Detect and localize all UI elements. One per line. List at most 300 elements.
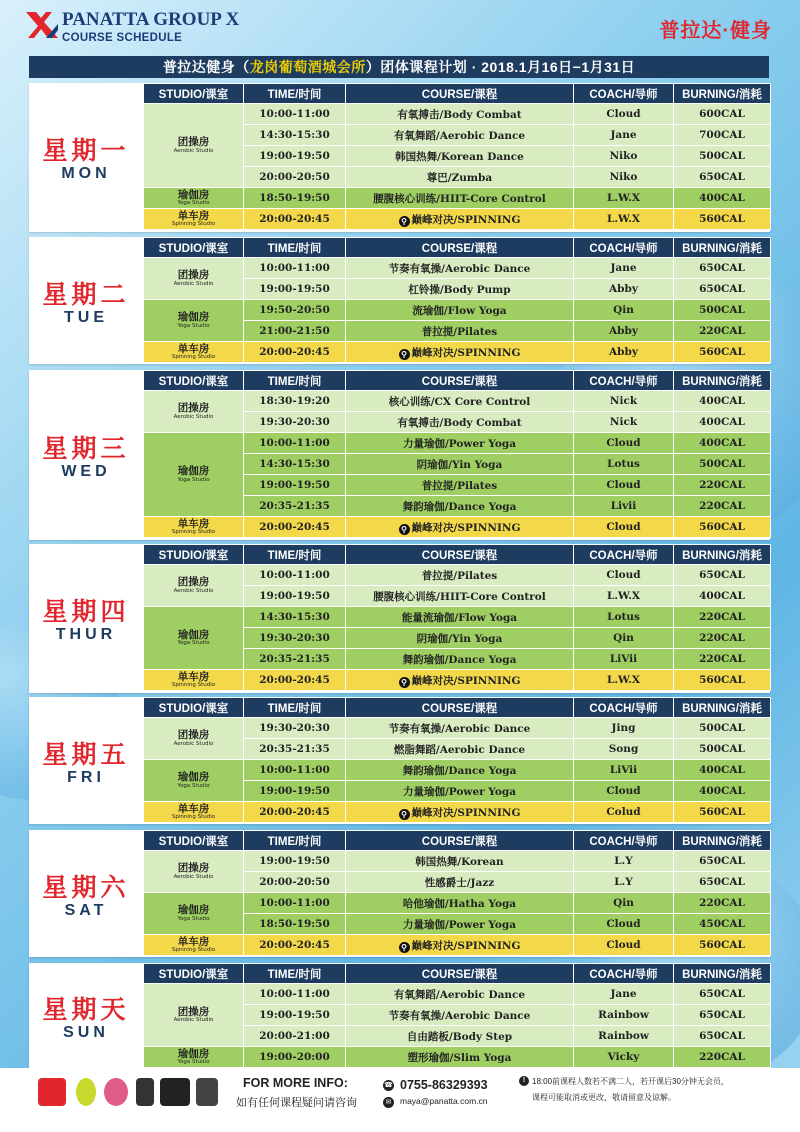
coach-cell: LiVii — [574, 760, 674, 781]
studio-name-en: Yoga Studio — [177, 915, 210, 922]
time-cell: 20:00-20:45 — [244, 802, 346, 823]
studio-name-en: Yoga Studio — [177, 640, 210, 646]
coach-cell: Abby — [574, 321, 674, 342]
course-cell: 有氧搏击/Body Combat — [346, 104, 574, 125]
course-cell: 普拉提/Pilates — [346, 565, 574, 586]
studio-name-cn: 单车房 — [177, 342, 210, 355]
course-cell: 舞韵瑜伽/Dance Yoga — [346, 760, 574, 781]
studio-cell — [144, 607, 244, 670]
time-cell: 19:30-20:30 — [244, 718, 346, 739]
burning-cell: 400CAL — [674, 412, 771, 433]
day-block — [29, 83, 770, 232]
table-row — [144, 104, 771, 125]
burning-cell: 220CAL — [674, 628, 771, 649]
course-cell: 性感爵士/Jazz — [346, 872, 574, 893]
coach-cell: Cloud — [574, 781, 674, 802]
column-header: BURNING/消耗 — [674, 964, 771, 984]
time-cell: 20:00-20:50 — [244, 872, 346, 893]
time-cell: 18:50-19:50 — [244, 188, 346, 209]
studio-name-cn: 瑜伽房 — [177, 904, 210, 916]
time-cell: 10:00-11:00 — [244, 893, 346, 914]
studio-cell — [144, 935, 244, 956]
course-cell — [346, 209, 574, 230]
burning-cell: 500CAL — [674, 739, 771, 760]
table-row — [144, 718, 771, 739]
coach-cell: L.W.X — [574, 586, 674, 607]
day-block — [29, 697, 770, 824]
time-cell: 19:00-19:50 — [244, 1005, 346, 1026]
studio-name-cn: 瑜伽房 — [177, 188, 210, 201]
partner-logo-lesmills — [160, 1078, 190, 1106]
studio-name-en: Aerobic Studio — [173, 740, 214, 747]
studio-name-en: Spinning Studio — [171, 221, 216, 227]
day-name-cn: 星期六 — [42, 872, 130, 902]
column-header: TIME/时间 — [244, 84, 346, 104]
course-name: 巅峰对决/SPINNING — [411, 521, 521, 534]
table-row — [144, 565, 771, 586]
column-header: TIME/时间 — [244, 831, 346, 851]
coach-cell: L.W.X — [574, 209, 674, 230]
coach-cell: Cloud — [574, 517, 674, 538]
column-header: STUDIO/课室 — [144, 84, 244, 104]
course-cell: 流瑜伽/Flow Yoga — [346, 300, 574, 321]
time-cell: 19:00-19:50 — [244, 781, 346, 802]
coach-cell: Abby — [574, 279, 674, 300]
course-cell: 能量流瑜伽/Flow Yoga — [346, 607, 574, 628]
time-cell: 10:00-11:00 — [244, 258, 346, 279]
time-cell: 19:30-20:30 — [244, 628, 346, 649]
burning-cell: 400CAL — [674, 433, 771, 454]
coach-cell: Qin — [574, 893, 674, 914]
burning-cell: 500CAL — [674, 718, 771, 739]
course-cell: 节奏有氧操/Aerobic Dance — [346, 718, 574, 739]
contact-email[interactable]: maya@panatta.com.cn — [400, 1096, 488, 1106]
column-header: BURNING/消耗 — [674, 238, 771, 258]
course-cell: 普拉提/Pilates — [346, 321, 574, 342]
partner-logo-fox — [38, 1078, 66, 1106]
table-row — [144, 258, 771, 279]
course-name: 巅峰对决/SPINNING — [411, 806, 521, 819]
column-header: BURNING/消耗 — [674, 371, 771, 391]
table-header-row — [144, 545, 771, 565]
burning-cell: 560CAL — [674, 517, 771, 538]
coach-cell: Lotus — [574, 454, 674, 475]
coach-cell: Cloud — [574, 565, 674, 586]
table-row — [144, 935, 771, 956]
day-name-en: FRI — [67, 768, 105, 786]
column-header: COACH/导师 — [574, 698, 674, 718]
burning-cell: 560CAL — [674, 670, 771, 691]
studio-name-cn: 瑜伽房 — [177, 1047, 210, 1060]
day-label — [29, 544, 143, 693]
coach-cell: Colud — [574, 802, 674, 823]
contact-phone[interactable]: 0755-86329393 — [400, 1078, 488, 1092]
course-cell: 舞韵瑜伽/Dance Yoga — [346, 649, 574, 670]
course-cell: 节奏有氧操/Aerobic Dance — [346, 1005, 574, 1026]
burning-cell: 220CAL — [674, 893, 771, 914]
burning-cell: 560CAL — [674, 802, 771, 823]
column-header: STUDIO/课室 — [144, 371, 244, 391]
time-cell: 20:00-20:45 — [244, 670, 346, 691]
course-cell: 燃脂舞蹈/Aerobic Dance — [346, 739, 574, 760]
studio-cell — [144, 802, 244, 823]
column-header: STUDIO/课室 — [144, 831, 244, 851]
column-header: COACH/导师 — [574, 964, 674, 984]
column-header: TIME/时间 — [244, 698, 346, 718]
studio-name-cn: 团操房 — [177, 136, 210, 148]
time-cell: 10:00-11:00 — [244, 760, 346, 781]
title-location: 龙岗葡萄酒城会所 — [249, 59, 366, 75]
course-cell: 杠铃操/Body Pump — [346, 279, 574, 300]
studio-cell — [144, 517, 244, 538]
burning-cell: 220CAL — [674, 475, 771, 496]
course-name: 巅峰对决/SPINNING — [411, 213, 521, 226]
studio-name-en: Spinning Studio — [171, 814, 216, 820]
spinning-icon: ⚲ — [399, 524, 410, 535]
coach-cell: Abby — [574, 342, 674, 363]
column-header: TIME/时间 — [244, 545, 346, 565]
column-header: COURSE/课程 — [346, 831, 574, 851]
schedule-table — [143, 830, 771, 956]
coach-cell: L.Y — [574, 851, 674, 872]
studio-cell — [144, 893, 244, 935]
time-cell: 14:30-15:30 — [244, 454, 346, 475]
day-label — [29, 830, 143, 957]
panatta-logo-icon — [24, 8, 60, 42]
column-header: TIME/时间 — [244, 964, 346, 984]
column-header: STUDIO/课室 — [144, 964, 244, 984]
notice-icon: ! — [519, 1076, 529, 1086]
burning-cell: 400CAL — [674, 391, 771, 412]
column-header: COURSE/课程 — [346, 84, 574, 104]
column-header: BURNING/消耗 — [674, 698, 771, 718]
studio-cell — [144, 670, 244, 691]
studio-name-cn: 团操房 — [177, 862, 210, 874]
phone-icon: ☎ — [384, 1082, 393, 1089]
coach-cell: Jing — [574, 718, 674, 739]
coach-cell: Livii — [574, 496, 674, 517]
time-cell: 20:00-20:45 — [244, 935, 346, 956]
burning-cell: 650CAL — [674, 851, 771, 872]
time-cell: 20:00-20:45 — [244, 209, 346, 230]
coach-cell: Rainbow — [574, 1005, 674, 1026]
burning-cell: 400CAL — [674, 760, 771, 781]
studio-cell — [144, 760, 244, 802]
table-row — [144, 209, 771, 230]
time-cell: 14:30-15:30 — [244, 125, 346, 146]
time-cell: 19:00-19:50 — [244, 279, 346, 300]
column-header: COACH/导师 — [574, 84, 674, 104]
page-header — [0, 0, 800, 56]
studio-cell — [144, 104, 244, 188]
course-cell — [346, 802, 574, 823]
course-cell: 普拉提/Pilates — [346, 475, 574, 496]
partner-logo-sj — [136, 1078, 154, 1106]
spinning-icon: ⚲ — [399, 216, 410, 227]
burning-cell: 220CAL — [674, 607, 771, 628]
table-row — [144, 984, 771, 1005]
table-header-row — [144, 831, 771, 851]
course-cell: 自由踏板/Body Step — [346, 1026, 574, 1047]
time-cell: 20:35-21:35 — [244, 649, 346, 670]
more-info-subtitle: 如有任何课程疑问请咨询 — [236, 1097, 357, 1109]
partner-logo-zumba — [76, 1078, 96, 1106]
course-cell: 核心训练/CX Core Control — [346, 391, 574, 412]
studio-name-cn: 瑜伽房 — [177, 311, 210, 323]
day-label — [29, 963, 143, 1068]
course-cell — [346, 670, 574, 691]
time-cell: 19:00-19:50 — [244, 146, 346, 167]
column-header: TIME/时间 — [244, 371, 346, 391]
studio-name-en: Aerobic Studio — [173, 1017, 214, 1023]
studio-name-en: Spinning Studio — [171, 682, 216, 688]
studio-cell — [144, 258, 244, 300]
day-name-en: WED — [61, 463, 111, 481]
burning-cell: 650CAL — [674, 1005, 771, 1026]
studio-name-en: Aerobic Studio — [173, 280, 214, 287]
burning-cell: 500CAL — [674, 454, 771, 475]
coach-cell: Lotus — [574, 607, 674, 628]
table-row — [144, 760, 771, 781]
studio-name-cn: 团操房 — [177, 402, 210, 414]
time-cell: 20:00-21:00 — [244, 1026, 346, 1047]
table-row — [144, 342, 771, 363]
course-cell: 塑形瑜伽/Slim Yoga — [346, 1047, 574, 1068]
studio-name-cn: 瑜伽房 — [177, 771, 210, 783]
brand-subtitle: COURSE SCHEDULE — [62, 32, 183, 44]
burning-cell: 650CAL — [674, 1026, 771, 1047]
burning-cell: 560CAL — [674, 935, 771, 956]
page-footer — [0, 1068, 800, 1132]
title-suffix: ）团体课程计划 · 2018.1月16日−1月31日 — [365, 59, 636, 75]
time-cell: 10:00-11:00 — [244, 984, 346, 1005]
day-block — [29, 237, 770, 364]
column-header: COACH/导师 — [574, 238, 674, 258]
course-cell: 韩国热舞/Korean Dance — [346, 146, 574, 167]
coach-cell: Nick — [574, 412, 674, 433]
course-cell: 舞韵瑜伽/Dance Yoga — [346, 496, 574, 517]
studio-name-en: Aerobic Studio — [173, 147, 214, 154]
burning-cell: 500CAL — [674, 146, 771, 167]
course-cell: 尊巴/Zumba — [346, 167, 574, 188]
column-header: STUDIO/课室 — [144, 545, 244, 565]
time-cell: 14:30-15:30 — [244, 607, 346, 628]
time-cell: 19:00-20:00 — [244, 1047, 346, 1068]
studio-name-en: Aerobic Studio — [173, 413, 214, 420]
time-cell: 19:00-19:50 — [244, 586, 346, 607]
studio-name-cn: 瑜伽房 — [177, 628, 210, 641]
coach-cell: Jane — [574, 125, 674, 146]
burning-cell: 600CAL — [674, 104, 771, 125]
burning-cell: 650CAL — [674, 872, 771, 893]
brand-chinese: 普拉达·健身 — [659, 20, 772, 42]
day-name-cn: 星期一 — [42, 136, 130, 166]
partner-logo-dance — [104, 1078, 128, 1106]
time-cell: 19:00-19:50 — [244, 475, 346, 496]
coach-cell: Jane — [574, 258, 674, 279]
studio-name-cn: 团操房 — [177, 576, 210, 588]
burning-cell: 560CAL — [674, 209, 771, 230]
table-header-row — [144, 698, 771, 718]
coach-cell: Cloud — [574, 475, 674, 496]
day-name-cn: 星期二 — [42, 279, 130, 309]
course-cell: 腰腹核心训练/HIIT-Core Control — [346, 188, 574, 209]
spinning-icon: ⚲ — [399, 809, 410, 820]
table-row — [144, 851, 771, 872]
day-label — [29, 237, 143, 364]
column-header: COACH/导师 — [574, 371, 674, 391]
burning-cell: 650CAL — [674, 279, 771, 300]
schedule-table — [143, 370, 771, 538]
burning-cell: 220CAL — [674, 1047, 771, 1068]
coach-cell: L.W.X — [574, 188, 674, 209]
day-name-cn: 星期三 — [42, 434, 130, 464]
coach-cell: Nick — [574, 391, 674, 412]
studio-cell — [144, 300, 244, 342]
studio-name-cn: 单车房 — [177, 517, 210, 530]
schedule-table — [143, 697, 771, 823]
studio-name-en: Yoga Studio — [177, 1059, 210, 1065]
burning-cell: 220CAL — [674, 649, 771, 670]
studio-name-cn: 团操房 — [177, 729, 210, 741]
time-cell: 19:50-20:50 — [244, 300, 346, 321]
coach-cell: Jane — [574, 984, 674, 1005]
coach-cell: Qin — [574, 628, 674, 649]
time-cell: 19:00-19:50 — [244, 851, 346, 872]
coach-cell: Cloud — [574, 914, 674, 935]
studio-cell — [144, 565, 244, 607]
studio-name-cn: 单车房 — [177, 209, 210, 222]
day-label — [29, 370, 143, 540]
studio-name-cn: 团操房 — [177, 1005, 210, 1018]
day-block — [29, 963, 770, 1068]
day-name-cn: 星期天 — [42, 994, 130, 1024]
day-block — [29, 544, 770, 693]
table-row — [144, 391, 771, 412]
time-cell: 20:35-21:35 — [244, 739, 346, 760]
studio-name-en: Aerobic Studio — [173, 873, 214, 880]
course-name: 巅峰对决/SPINNING — [411, 346, 521, 359]
spinning-icon: ⚲ — [399, 942, 410, 953]
table-row — [144, 433, 771, 454]
day-name-en: THUR — [55, 626, 117, 644]
burning-cell: 220CAL — [674, 321, 771, 342]
course-cell: 力量瑜伽/Power Yoga — [346, 433, 574, 454]
course-cell: 阴瑜伽/Yin Yoga — [346, 454, 574, 475]
column-header: BURNING/消耗 — [674, 84, 771, 104]
email-icon: ✉ — [383, 1097, 394, 1108]
coach-cell: L.W.X — [574, 670, 674, 691]
table-row — [144, 300, 771, 321]
column-header: STUDIO/课室 — [144, 698, 244, 718]
schedule-table — [143, 963, 771, 1068]
column-header: COURSE/课程 — [346, 545, 574, 565]
coach-cell: Song — [574, 739, 674, 760]
studio-name-en: Spinning Studio — [171, 354, 216, 360]
time-cell: 20:00-20:50 — [244, 167, 346, 188]
studio-cell — [144, 851, 244, 893]
burning-cell: 450CAL — [674, 914, 771, 935]
studio-cell — [144, 188, 244, 209]
studio-cell — [144, 342, 244, 363]
course-cell: 有氧搏击/Body Combat — [346, 412, 574, 433]
time-cell: 20:00-20:45 — [244, 342, 346, 363]
course-cell: 节奏有氧操/Aerobic Dance — [346, 258, 574, 279]
table-row — [144, 517, 771, 538]
coach-cell: LiVii — [574, 649, 674, 670]
coach-cell: Vicky — [574, 1047, 674, 1068]
day-name-en: SAT — [64, 901, 108, 919]
time-cell: 18:50-19:50 — [244, 914, 346, 935]
schedule-title — [29, 56, 769, 78]
studio-name-en: Aerobic Studio — [173, 587, 214, 594]
course-cell: 力量瑜伽/Power Yoga — [346, 781, 574, 802]
time-cell: 10:00-11:00 — [244, 433, 346, 454]
table-row — [144, 802, 771, 823]
coach-cell: Niko — [574, 167, 674, 188]
studio-cell — [144, 209, 244, 230]
day-name-en: TUE — [64, 308, 108, 326]
day-label — [29, 697, 143, 824]
notice-line-2: 课程可能取消或更改，敬请留意及谅解。 — [532, 1093, 676, 1102]
time-cell: 10:00-11:00 — [244, 565, 346, 586]
burning-cell: 650CAL — [674, 258, 771, 279]
coach-cell: Qin — [574, 300, 674, 321]
brand-name: PANATTA GROUP X — [62, 9, 240, 30]
time-cell: 20:35-21:35 — [244, 496, 346, 517]
studio-cell — [144, 1047, 244, 1068]
course-cell: 有氧舞蹈/Aerobic Dance — [346, 125, 574, 146]
studio-name-en: Yoga Studio — [177, 322, 210, 329]
studio-name-cn: 单车房 — [177, 935, 210, 948]
day-name-en: SUN — [63, 1023, 109, 1041]
studio-name-en: Yoga Studio — [177, 200, 210, 206]
column-header: TIME/时间 — [244, 238, 346, 258]
studio-name-en: Yoga Studio — [177, 782, 210, 789]
day-label — [29, 83, 143, 232]
column-header: COURSE/课程 — [346, 698, 574, 718]
course-cell: 腰腹核心训练/HIIT-Core Control — [346, 586, 574, 607]
spinning-icon: ⚲ — [399, 349, 410, 360]
day-block — [29, 830, 770, 957]
burning-cell: 500CAL — [674, 300, 771, 321]
schedule-table — [143, 83, 771, 230]
burning-cell: 650CAL — [674, 565, 771, 586]
time-cell: 20:00-20:45 — [244, 517, 346, 538]
studio-cell — [144, 718, 244, 760]
title-prefix: 普拉达健身（ — [162, 59, 250, 75]
studio-name-en: Spinning Studio — [171, 529, 216, 535]
coach-cell: L.Y — [574, 872, 674, 893]
course-cell — [346, 517, 574, 538]
burning-cell: 400CAL — [674, 586, 771, 607]
time-cell: 10:00-11:00 — [244, 104, 346, 125]
studio-name-cn: 团操房 — [177, 269, 210, 281]
notice-line-1: 18:00前课程人数若不满二人，若开课后30分钟无会员， — [532, 1077, 729, 1086]
table-row — [144, 607, 771, 628]
column-header: COURSE/课程 — [346, 964, 574, 984]
time-cell: 21:00-21:50 — [244, 321, 346, 342]
column-header: COACH/导师 — [574, 545, 674, 565]
coach-cell: Rainbow — [574, 1026, 674, 1047]
studio-cell — [144, 984, 244, 1047]
column-header: BURNING/消耗 — [674, 545, 771, 565]
table-header-row — [144, 84, 771, 104]
table-header-row — [144, 238, 771, 258]
partner-logo-fit — [196, 1078, 218, 1106]
column-header: STUDIO/课室 — [144, 238, 244, 258]
studio-cell — [144, 433, 244, 517]
